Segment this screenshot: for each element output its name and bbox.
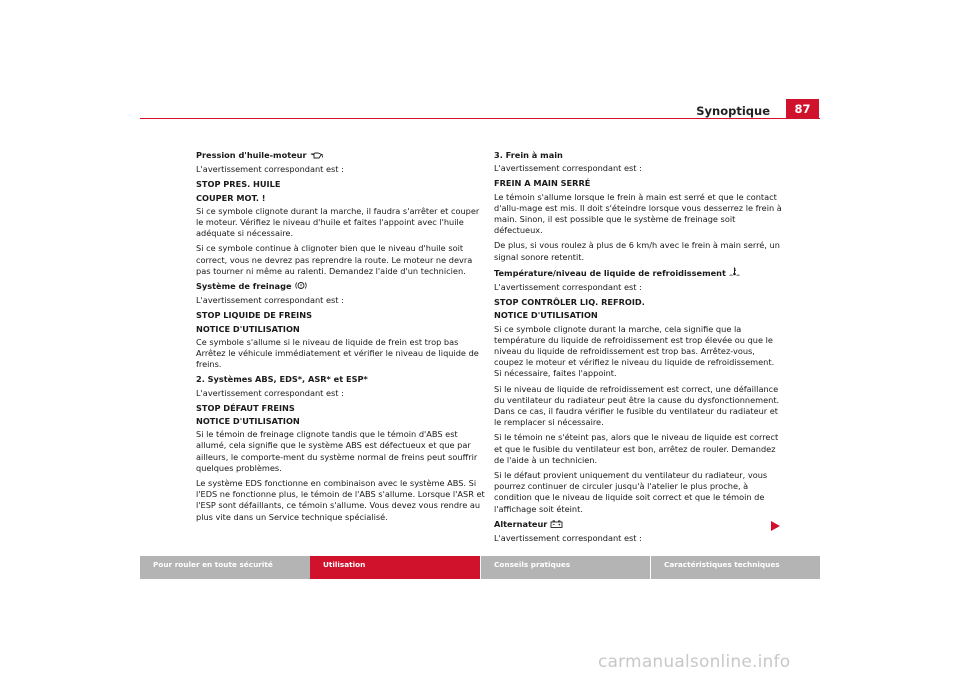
oil-can-icon [310,151,324,162]
abs-systems-msg1: STOP DÉFAUT FREINS [196,402,295,413]
tab-safety[interactable]: Pour rouler en toute sécurité [140,556,310,579]
coolant-p4: Si le défaut provient uniquement du ventilateur du radiateur, vous pourrez continuer de circuler jusqu'à l'atelier le plus proche, à condition que le niveau de liquide soit correct et que le témoin de l'affichage soit éteint. [494,470,768,514]
page-number: 87 [786,99,819,118]
coolant-msg1: STOP CONTRÔLER LIQ. REFROID. [494,297,645,308]
handbrake-p1: Le témoin s'allume lorsque le frein à main est serré et que le contact d'allu-mage est mis. Il doit s'éteindre lorsque vous desserrez le frein à main. Sinon, il est possible que le système de freinage soit défectueux. [494,191,782,236]
brake-system-msg2: NOTICE D'UTILISATION [196,323,300,334]
oil-pressure-heading [196,150,486,162]
handbrake-p2: De plus, si vous roulez à plus de 6 km/h avec le frein à main serré, un signal sonore retentit. [494,240,780,262]
header-rule [140,118,820,119]
alternator-heading [494,519,784,531]
coolant-heading-text: Température/niveau de liquide de refroidissement [494,267,726,278]
next-page-arrow-icon[interactable] [771,521,780,531]
oil-pressure-intro: L'avertissement correspondant est : [196,164,344,175]
tab-practical-tips[interactable]: Conseils pratiques [480,556,650,579]
abs-systems-intro: L'avertissement correspondant est : [196,387,344,398]
page-title: Synoptique [696,104,770,118]
alternator-intro: L'avertissement correspondant est : [494,533,642,544]
brake-system-heading [196,281,486,293]
footer-nav [140,556,820,579]
tab-technical-specs[interactable]: Caractéristiques techniques [650,556,820,579]
abs-systems-p1: Si le témoin de freinage clignote tandis que le témoin d'ABS est allumé, cela signifie que le système ABS est défectueux et que par ailleurs, le comporte-ment du système normal de freins peut souffrir quelques problèmes. [196,429,478,473]
handbrake-msg1: FREIN A MAIN SERRÉ [494,178,591,189]
brake-system-p1: Ce symbole s'allume si le niveau de liquide de frein est trop bas Arrêtez le véhicule immédiatement et vérifier le niveau de liquide de freins. [196,336,479,370]
watermark: carmanualsonline.info [598,652,791,672]
coolant-p3: Si le témoin ne s'éteint pas, alors que le niveau de liquide est correct et que le fusible du ventilateur est bon, arrêtez de rouler. Demandez de l'aide à un technicien. [494,432,779,465]
oil-pressure-p1: Si ce symbole clignote durant la marche, il faudra s'arrêter et couper le moteur. Vérifiez le niveau d'huile et faites l'appoint avec l'huile adéquate si nécessaire. [196,205,480,239]
battery-icon [550,520,563,531]
coolant-heading [494,267,784,280]
right-column [494,150,784,548]
handbrake-heading: 3. Frein à main [494,150,563,160]
oil-pressure-msg2: COUPER MOT. ! [196,192,266,203]
brake-system-heading-text: Système de freinage [196,281,292,292]
alternator-heading-text: Alternateur [494,518,548,529]
brake-system-intro: L'avertissement correspondant est : [196,295,344,306]
brake-system-msg1: STOP LIQUIDE DE FREINS [196,310,312,321]
abs-systems-msg2: NOTICE D'UTILISATION [196,416,300,427]
coolant-thermometer-icon [729,267,740,280]
abs-systems-heading: 2. Systèmes ABS, EDS*, ASR* et ESP* [196,374,368,385]
abs-systems-p2: Le système EDS fonctionne en combinaison avec le système ABS. Si l'EDS ne fonctionne plus, le témoin de l'ABS s'allume. Lorsque l'ASR et l'ESP sont défaillants, ce témoin s'allume. Vous devez vous rendre au plus vite dans un Service technique spécialisé. [196,478,485,522]
left-column [196,150,486,527]
tab-operation[interactable]: Utilisation [310,556,480,579]
oil-pressure-p2: Si ce symbole continue à clignoter bien que le niveau d'huile soit correct, vous ne devrez pas reprendre la route. Le moteur ne devra pas tourner ni même au ralenti. Demandez l'aide d'un technicien. [196,243,473,276]
coolant-p2: Si le niveau de liquide de refroidissement est correct, une défaillance du ventilateur du radiateur peut être la cause du dysfonctionnement. Dans ce cas, il faudra vérifier le fusible du ventilateur du radiateur et le remplacer si nécessaire. [494,383,780,428]
brake-warning-icon [295,281,307,293]
handbrake-intro: L'avertissement correspondant est : [494,163,642,174]
coolant-msg2: NOTICE D'UTILISATION [494,310,598,321]
oil-pressure-heading-text: Pression d'huile-moteur [196,150,307,160]
coolant-p1: Si ce symbole clignote durant la marche, cela signifie que la température du liquide de refroidissement est trop élevée ou que le niveau du liquide de refroidissement est trop bas. Arrêtez-vous, coupez le moteur et vérifiez le niveau du liquide de refroidissement. Si nécessaire, faites l'appoint. [494,323,775,379]
oil-pressure-msg1: STOP PRES. HUILE [196,179,281,190]
coolant-intro: L'avertissement correspondant est : [494,282,642,293]
